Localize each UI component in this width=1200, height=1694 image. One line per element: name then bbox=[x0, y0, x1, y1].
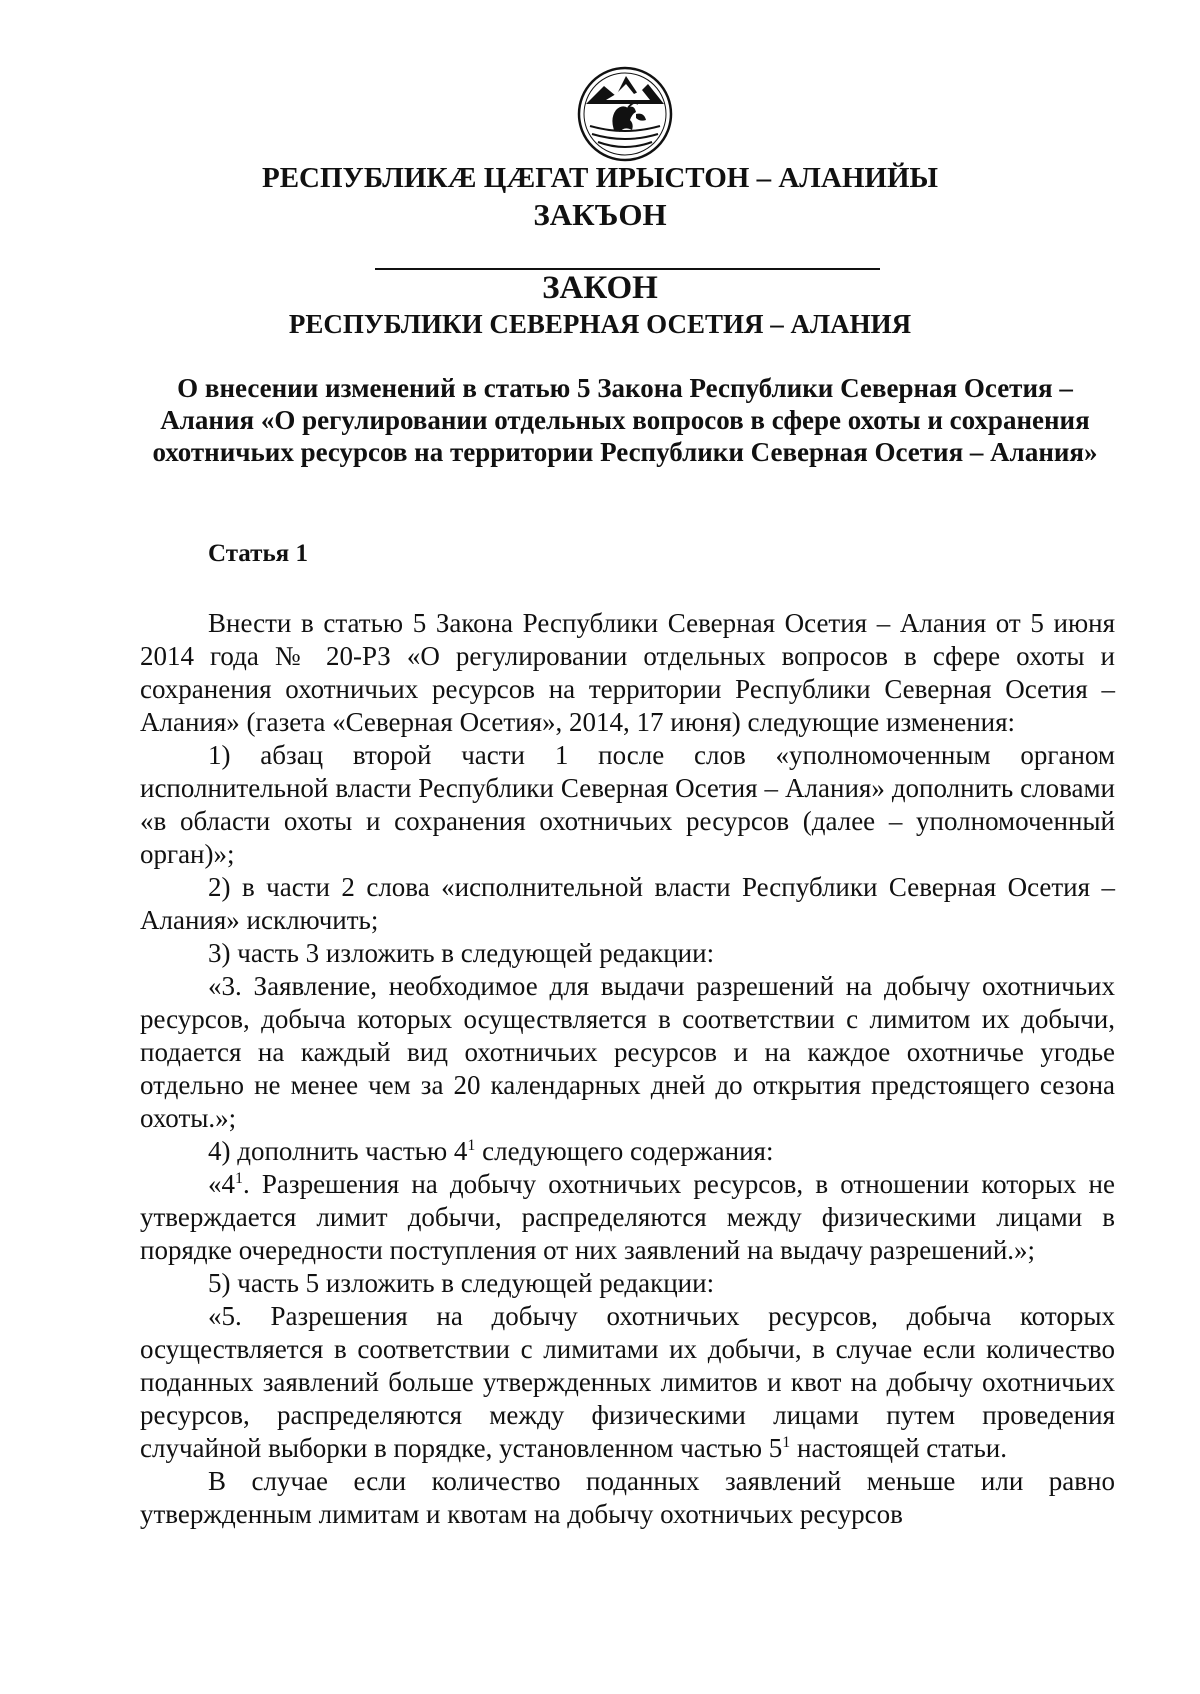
amendment-3-text: «3. Заявление, необходимое для выдачи разрешений на добычу охотничьих ресурсов, добыча которых осуществляется в соответствии с лимитом их добычи, подается на каждый вид охотничьих ресурсов и на каждое охотничье угодье отдельно не менее чем за 20 календарных дней до открытия предстоящего сезона охоты.»; bbox=[140, 971, 1115, 1133]
ossetian-law-label: ЗАКЪОН bbox=[533, 197, 667, 232]
amendment-5-text: «5. Разрешения на добычу охотничьих ресурсов, добыча которых осуществляется в соответствии с лимитами их добычи, в случае если количество поданных заявлений больше утвержденных лимитов и квот на добычу охотничьих ресурсов, распределяются между физическими лицами путем проведения случайной выборки в порядке, установленном частью $5^1$ настоящей статьи. bbox=[140, 1301, 1115, 1463]
ossetian-republic-name: РЕСПУБЛИКӔ ЦӔГАТ ИРЫСТОН – АЛАНИЙЫ bbox=[262, 162, 938, 194]
article-heading: Статья 1 bbox=[208, 540, 308, 567]
amendment-4-text: «$4^1$. Разрешения на добычу охотничьих ресурсов, в отношении которых не утверждается лимит добычи, распределяются между физическими лицами в порядке очередности поступления от них заявлений на выдачу разрешений.»; bbox=[140, 1169, 1115, 1265]
coat-of-arms-icon bbox=[576, 64, 674, 164]
amendment-5-text-2: В случае если количество поданных заявлений меньше или равно утвержденным лимитам и квотам на добычу охотничьих ресурсов bbox=[140, 1466, 1115, 1529]
russian-law-label: ЗАКОН bbox=[542, 270, 658, 306]
amendment-1: 1) абзац второй части 1 после слов «уполномоченным органом исполнительной власти Республики Северная Осетия – Алания» дополнить словами «в области охоты и сохранения охотничьих ресурсов (далее – уполномоченный орган)»; bbox=[140, 740, 1115, 869]
amendment-4: 4) дополнить частью $4^1$ следующего содержания: bbox=[208, 1136, 774, 1166]
amendment-3: 3) часть 3 изложить в следующей редакции: bbox=[208, 938, 715, 968]
law-title: О внесении изменений в статью 5 Закона Республики Северная Осетия – Алания «О регулировании отдельных вопросов в сфере охоты и сохранения охотничьих ресурсов на территории Республики Северная Осетия – Алания» bbox=[152, 373, 1098, 467]
amendment-2: 2) в части 2 слова «исполнительной власти Республики Северная Осетия – Алания» исключить; bbox=[140, 872, 1115, 935]
article-intro: Внести в статью 5 Закона Республики Северная Осетия – Алания от 5 июня 2014 года № 20-РЗ «О регулировании отдельных вопросов в сфере охоты и сохранения охотничьих ресурсов на территории Республики Северная Осетия – Алания» (газета «Северная Осетия», 2014, 17 июня) следующие изменения: bbox=[140, 608, 1115, 737]
amendment-5: 5) часть 5 изложить в следующей редакции: bbox=[208, 1268, 715, 1298]
russian-republic-name: РЕСПУБЛИКИ СЕВЕРНАЯ ОСЕТИЯ – АЛАНИЯ bbox=[288, 309, 912, 339]
article-body bbox=[140, 607, 1115, 1531]
